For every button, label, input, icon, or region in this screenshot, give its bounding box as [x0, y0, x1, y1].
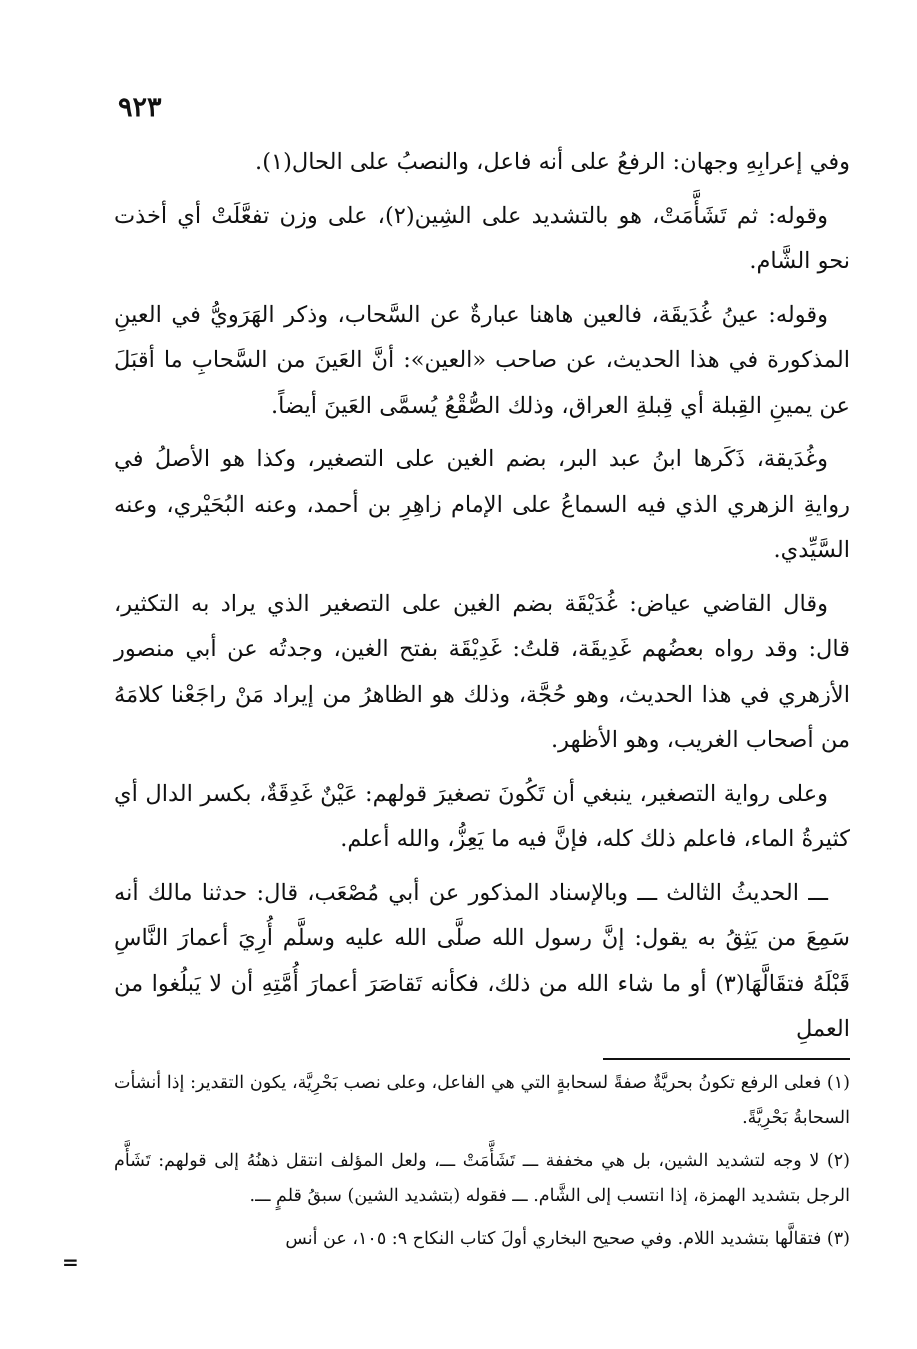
paragraph-1: وفي إعرابِهِ وجهان: الرفعُ على أنه فاعل، والنصبُ على الحال(١). — [255, 149, 850, 175]
paragraph-3: وقوله: عينُ غُدَيقَة، فالعين هاهنا عبارةٌ عن السَّحاب، وذكر الهَرَويُّ في العينِ المذكورة في هذا الحديث، عن صاحب «العين»: أنَّ العَينَ من السَّحابِ ما أقبَلَ عن يمينِ القِبلة أي قِبلةِ العراق، وذلك الصُّقْعُ يُسمَّى العَينَ أيضاً. — [114, 301, 850, 419]
footnote-2: (٢) لا وجه لتشديد الشين، بل هي مخففة ـــ تَشَأَّمَتْ ـــ، ولعل المؤلف انتقل ذهنُهُ إلى قولهم: تَشَأَّم الرجل بتشديد الهمزة، إذا انتسب إلى الشَّام. ـــ فقوله (بتشديد الشين) سبقُ قلمٍ ـــ. — [114, 1151, 850, 1206]
continuation-mark: = — [62, 1250, 79, 1274]
footnote-3: (٣) فتقالَّها بتشديد اللام. وفي صحيح البخاري أولَ كتاب النكاح ٩: ١٠٥، عن أنس — [285, 1229, 850, 1249]
page-number: ٩٢٣ — [118, 92, 162, 123]
paragraph-5: وقال القاضي عياض: غُدَيْقَة بضم الغين على التصغير الذي يراد به التكثير، قال: وقد رواه بعضُهم غَدِيقَة، قلتُ: غَدِيْقَة بفتح الغين، وجدتُه عن أبي منصور الأزهري في هذا الحديث، وهو حُجَّة، وذلك هو الظاهرُ من إيراد مَنْ راجَعْنا كلامَهُ من أصحاب الغريب، وهو الأظهر. — [114, 590, 850, 753]
paragraph-7: ـــ الحديثُ الثالث ـــ وبالإسناد المذكور عن أبي مُصْعَب، قال: حدثنا مالك أنه سَمِعَ من يَثِقُ به يقول: إنَّ رسول الله صلَّى الله عليه وسلَّم أُرِيَ أعمارَ النَّاسِ قَبْلَهُ فتقَالَّهَا(٣) أو ما شاء الله من ذلك، فكأنه تَقاصَرَ أعمارَ أُمَّتِهِ أن لا يَبلُغوا من العملِ — [114, 879, 850, 1042]
footnotes — [114, 1066, 850, 1265]
paragraph-4: وغُدَيقة، ذَكَرها ابنُ عبد البر، بضم الغين على التصغير، وكذا هو الأصلُ في روايةِ الزهري الذي فيه السماعُ على الإمام زاهِرِ بن أحمد، وعنه البُحَيْري، وعنه السَّيِّدي. — [114, 446, 850, 563]
main-text — [114, 140, 850, 1061]
paragraph-2: وقوله: ثم تَشَأَّمَتْ، هو بالتشديد على الشِين(٢)، على وزن تفعَّلَتْ أي أخذت نحو الشَّام. — [114, 202, 850, 274]
paragraph-6: وعلى رواية التصغير، ينبغي أن تَكُونَ تصغيرَ قولهم: عَيْنٌ غَدِقَةٌ، بكسر الدال أي كثيرةُ الماء، فاعلم ذلك كله، فإنَّ فيه ما يَعِزُّ، والله أعلم. — [114, 780, 850, 852]
footnote-separator — [603, 1058, 850, 1060]
footnote-1: (١) فعلى الرفع تكونُ بحريَّةٌ صفةً لسحابةٍ التي هي الفاعل، وعلى نصب بَحْرِيَّة، يكون التقدير: إذا أنشأت السحابةُ بَحْرِيَّةً. — [114, 1073, 850, 1128]
